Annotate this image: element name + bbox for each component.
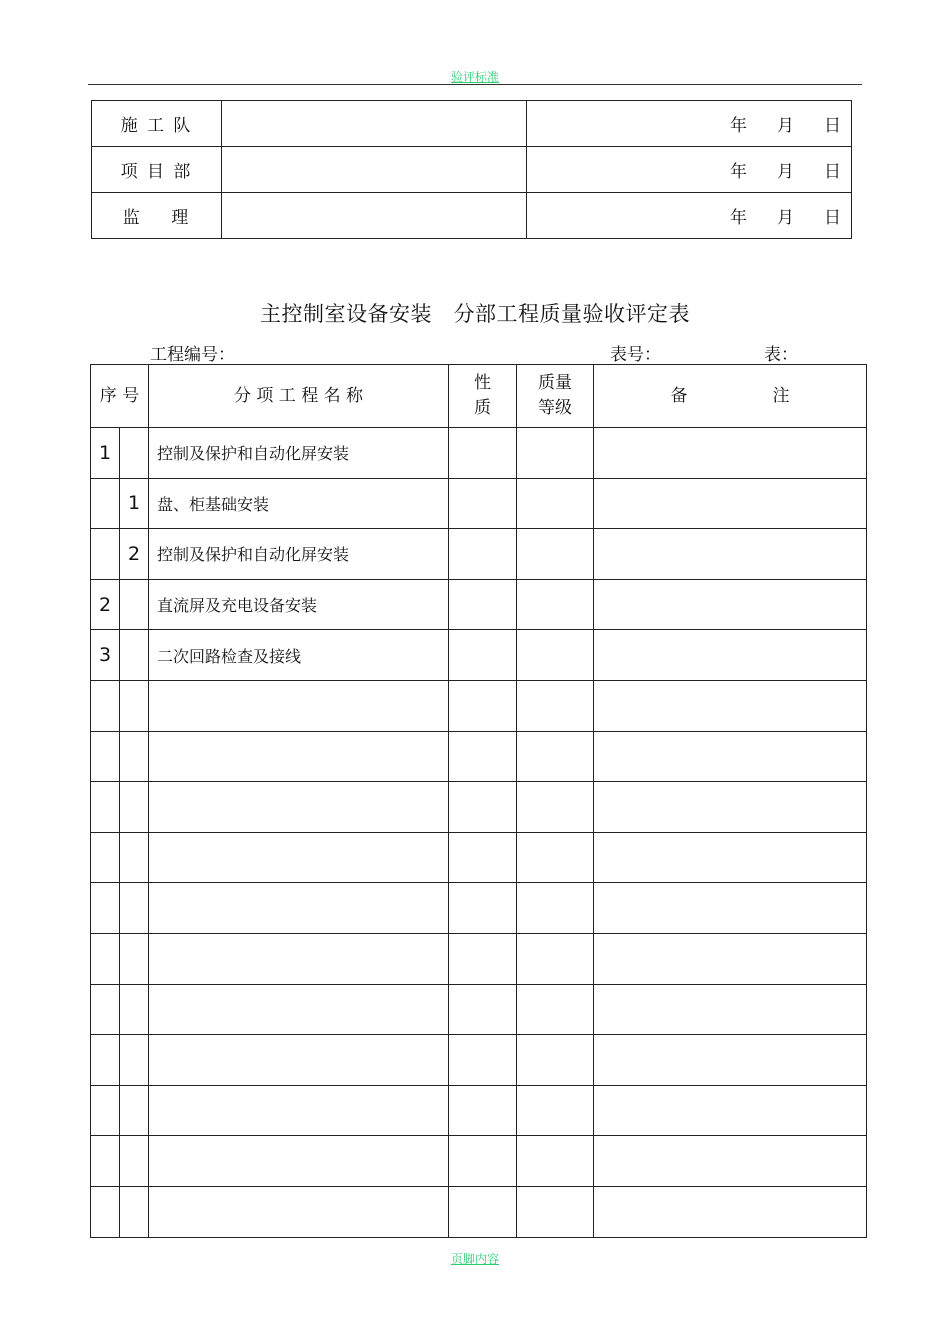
signature-table (91, 100, 852, 239)
header-nature-line1: 性 (474, 373, 491, 393)
remark-cell[interactable] (594, 478, 867, 529)
date-day: 日 (824, 116, 841, 136)
table-row (91, 579, 867, 630)
remark-cell[interactable] (594, 731, 867, 782)
grade-cell[interactable] (517, 428, 594, 479)
nature-cell[interactable] (449, 832, 517, 883)
table-row (91, 883, 867, 934)
item-name: 盘、柜基础安装 (149, 478, 449, 529)
nature-cell[interactable] (449, 933, 517, 984)
nature-cell[interactable] (449, 428, 517, 479)
remark-cell[interactable] (594, 680, 867, 731)
seq-minor (120, 680, 149, 731)
date-month: 月 (777, 208, 794, 228)
table-row (91, 428, 867, 479)
nature-cell[interactable] (449, 782, 517, 833)
item-name (149, 731, 449, 782)
remark-cell[interactable] (594, 1136, 867, 1187)
item-name: 控制及保护和自动化屏安装 (149, 428, 449, 479)
seq-minor (120, 1085, 149, 1136)
seq-minor (120, 579, 149, 630)
table-row (91, 1186, 867, 1237)
nature-cell[interactable] (449, 529, 517, 580)
seq-major (91, 832, 120, 883)
date-year: 年 (730, 208, 747, 228)
header-seq: 序 号 (91, 365, 149, 428)
seq-minor (120, 1035, 149, 1086)
header-grade-line2: 等级 (538, 398, 572, 418)
date-year: 年 (730, 162, 747, 182)
seq-major: 1 (91, 428, 120, 479)
seq-major (91, 1186, 120, 1237)
nature-cell[interactable] (449, 1085, 517, 1136)
seq-minor (120, 630, 149, 681)
seq-minor: 1 (120, 478, 149, 529)
remark-cell[interactable] (594, 933, 867, 984)
signature-role: 施 工 队 (92, 101, 222, 147)
page-header-text: 验评标准 (450, 70, 499, 84)
nature-cell[interactable] (449, 680, 517, 731)
seq-major (91, 731, 120, 782)
signature-row (92, 147, 852, 193)
table-row (91, 731, 867, 782)
seq-minor (120, 984, 149, 1035)
remark-cell[interactable] (594, 1085, 867, 1136)
table-header-row (91, 365, 867, 428)
nature-cell[interactable] (449, 1035, 517, 1086)
date-day: 日 (824, 162, 841, 182)
seq-major (91, 1136, 120, 1187)
header-nature-line2: 质 (474, 398, 491, 418)
seq-major (91, 883, 120, 934)
grade-cell[interactable] (517, 883, 594, 934)
seq-minor (120, 782, 149, 833)
seq-minor (120, 883, 149, 934)
nature-cell[interactable] (449, 1136, 517, 1187)
header-grade-line1: 质量 (538, 373, 572, 393)
remark-cell[interactable] (594, 529, 867, 580)
item-name (149, 1085, 449, 1136)
header-remark: 备 注 (594, 365, 867, 428)
remark-cell[interactable] (594, 984, 867, 1035)
table-row (91, 782, 867, 833)
item-name (149, 1186, 449, 1237)
table-row (91, 1136, 867, 1187)
seq-minor (120, 933, 149, 984)
item-name (149, 984, 449, 1035)
nature-cell[interactable] (449, 731, 517, 782)
header-item-name: 分 项 工 程 名 称 (149, 365, 449, 428)
table-label: 表： (764, 345, 798, 365)
item-name: 控制及保护和自动化屏安装 (149, 529, 449, 580)
grade-cell[interactable] (517, 984, 594, 1035)
table-row (91, 1085, 867, 1136)
item-name (149, 782, 449, 833)
remark-cell[interactable] (594, 832, 867, 883)
item-name (149, 1035, 449, 1086)
signature-row (92, 101, 852, 147)
item-name (149, 883, 449, 934)
remark-cell[interactable] (594, 782, 867, 833)
nature-cell[interactable] (449, 984, 517, 1035)
header-nature (449, 365, 517, 428)
header-divider (88, 84, 862, 85)
grade-cell[interactable] (517, 1035, 594, 1086)
grade-cell[interactable] (517, 1186, 594, 1237)
seq-major (91, 1035, 120, 1086)
grade-cell[interactable] (517, 1085, 594, 1136)
signature-row (92, 193, 852, 239)
item-name: 二次回路检查及接线 (149, 630, 449, 681)
table-row (91, 478, 867, 529)
seq-minor (120, 731, 149, 782)
signature-date[interactable] (527, 147, 852, 193)
grade-cell[interactable] (517, 933, 594, 984)
signature-role: 项 目 部 (92, 147, 222, 193)
table-number-label: 表号： (610, 345, 661, 365)
item-name: 直流屏及充电设备安装 (149, 579, 449, 630)
date-month: 月 (777, 162, 794, 182)
seq-major (91, 478, 120, 529)
table-row (91, 680, 867, 731)
table-row (91, 529, 867, 580)
date-year: 年 (730, 116, 747, 136)
seq-minor (120, 1136, 149, 1187)
grade-cell[interactable] (517, 680, 594, 731)
signature-date[interactable] (527, 193, 852, 239)
grade-cell[interactable] (517, 832, 594, 883)
signature-field[interactable] (222, 147, 527, 193)
seq-minor (120, 1186, 149, 1237)
table-row (91, 1035, 867, 1086)
nature-cell[interactable] (449, 883, 517, 934)
table-row (91, 984, 867, 1035)
remark-cell[interactable] (594, 428, 867, 479)
date-day: 日 (824, 208, 841, 228)
remark-cell[interactable] (594, 579, 867, 630)
item-name (149, 933, 449, 984)
remark-cell[interactable] (594, 1035, 867, 1086)
signature-field[interactable] (222, 193, 527, 239)
date-month: 月 (777, 116, 794, 136)
seq-major: 3 (91, 630, 120, 681)
table-row (91, 630, 867, 681)
evaluation-table (90, 364, 867, 1238)
remark-cell[interactable] (594, 1186, 867, 1237)
nature-cell[interactable] (449, 478, 517, 529)
item-name (149, 680, 449, 731)
grade-cell[interactable] (517, 579, 594, 630)
grade-cell[interactable] (517, 478, 594, 529)
signature-date[interactable] (527, 101, 852, 147)
grade-cell[interactable] (517, 529, 594, 580)
signature-role: 监 理 (92, 193, 222, 239)
table-row (91, 832, 867, 883)
seq-minor (120, 832, 149, 883)
header-quality-grade (517, 365, 594, 428)
grade-cell[interactable] (517, 782, 594, 833)
nature-cell[interactable] (449, 1186, 517, 1237)
seq-major (91, 1085, 120, 1136)
item-name (149, 1136, 449, 1187)
grade-cell[interactable] (517, 1136, 594, 1187)
nature-cell[interactable] (449, 630, 517, 681)
item-name (149, 832, 449, 883)
seq-major (91, 984, 120, 1035)
seq-major (91, 680, 120, 731)
remark-cell[interactable] (594, 883, 867, 934)
seq-major (91, 529, 120, 580)
nature-cell[interactable] (449, 579, 517, 630)
grade-cell[interactable] (517, 731, 594, 782)
seq-major (91, 933, 120, 984)
seq-minor (120, 428, 149, 479)
project-number-label: 工程编号： (150, 345, 235, 365)
seq-major (91, 782, 120, 833)
document-title: 主控制室设备安装 分部工程质量验收评定表 (260, 302, 690, 326)
signature-field[interactable] (222, 101, 527, 147)
table-row (91, 933, 867, 984)
grade-cell[interactable] (517, 630, 594, 681)
seq-major: 2 (91, 579, 120, 630)
seq-minor: 2 (120, 529, 149, 580)
remark-cell[interactable] (594, 630, 867, 681)
page-footer-text: 页脚内容 (450, 1252, 499, 1266)
